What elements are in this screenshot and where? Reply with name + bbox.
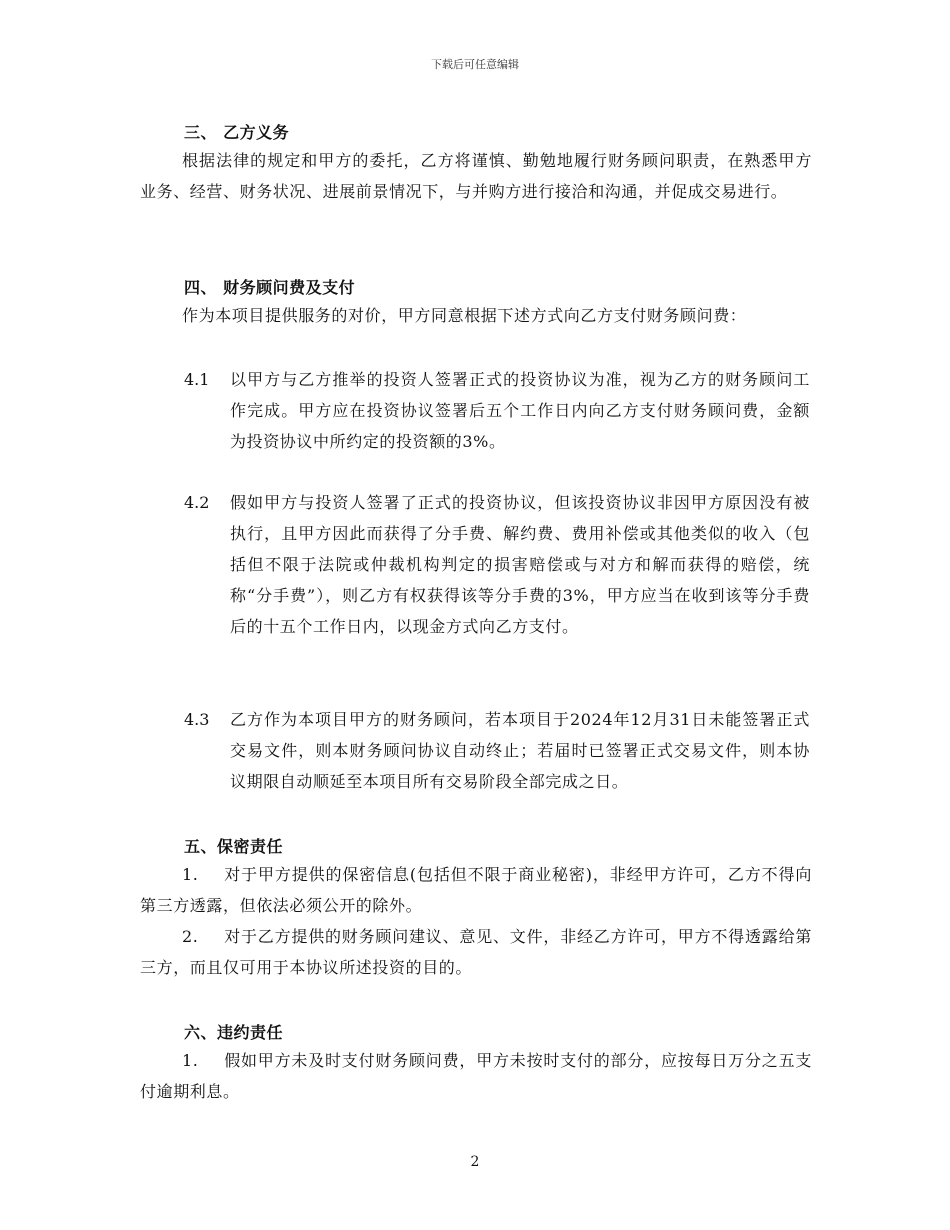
list-item-number: 1. (182, 865, 199, 884)
section-3-body: 根据法律的规定和甲方的委托，乙方将谨慎、勤勉地履行财务顾问职责，在熟悉甲方业务、经营、财务状况、进展前景情况下，与并购方进行接洽和沟通，并促成交易进行。 (140, 151, 812, 201)
clause-number: 4.2 (184, 493, 210, 512)
clause-text: 以甲方与乙方推举的投资人签署正式的投资协议为准，视为乙方的财务顾问工作完成。甲方应在投资协议签署后五个工作日内向乙方支付财务顾问费，金额为投资协议中所约定的投资额的3%。 (230, 370, 810, 451)
list-item (140, 921, 812, 983)
section-3-heading: 三、 乙方义务 (184, 123, 290, 142)
section-5-heading: 五、保密责任 (184, 837, 284, 856)
list-item-number: 2. (182, 927, 199, 946)
section-4-heading: 四、 财务顾问费及支付 (184, 278, 356, 297)
page-number: 2 (470, 1154, 480, 1170)
list-item-number: 1. (182, 1051, 199, 1070)
list-item-text: 对于甲方提供的保密信息(包括但不限于商业秘密)，非经甲方许可，乙方不得向第三方透露，但依法必须公开的除外。 (140, 865, 812, 915)
clause-text: 假如甲方与投资人签署了正式的投资协议，但该投资协议非因甲方原因没有被执行，且甲方因此而获得了分手费、解约费、费用补偿或其他类似的收入（包括但不限于法院或仲裁机构判定的损害赔偿或与对方和解而获得的赔偿，统称“分手费”），则乙方有权获得该等分手费的3%，甲方应当在收到该等分手费后的十五个工作日内，以现金方式向乙方支付。 (230, 493, 810, 636)
clause-number: 4.3 (184, 710, 210, 729)
list-item-text: 对于乙方提供的财务顾问建议、意见、文件，非经乙方许可，甲方不得透露给第三方，而且仅可用于本协议所述投资的目的。 (140, 927, 812, 977)
section-4-intro: 作为本项目提供服务的对价，甲方同意根据下述方式向乙方支付财务顾问费： (182, 306, 747, 325)
section-6-heading: 六、违约责任 (184, 1023, 284, 1042)
list-item-text: 假如甲方未及时支付财务顾问费，甲方未按时支付的部分，应按每日万分之五支付逾期利息。 (140, 1051, 812, 1101)
page-header: 下载后可任意编辑 (431, 58, 519, 71)
list-item (140, 1045, 812, 1107)
list-item (140, 859, 812, 921)
clause-number: 4.1 (184, 370, 210, 389)
clause-text: 乙方作为本项目甲方的财务顾问，若本项目于2024年12月31日未能签署正式交易文件，则本财务顾问协议自动终止；若届时已签署正式交易文件，则本协议期限自动顺延至本项目所有交易阶段全部完成之日。 (230, 710, 810, 791)
